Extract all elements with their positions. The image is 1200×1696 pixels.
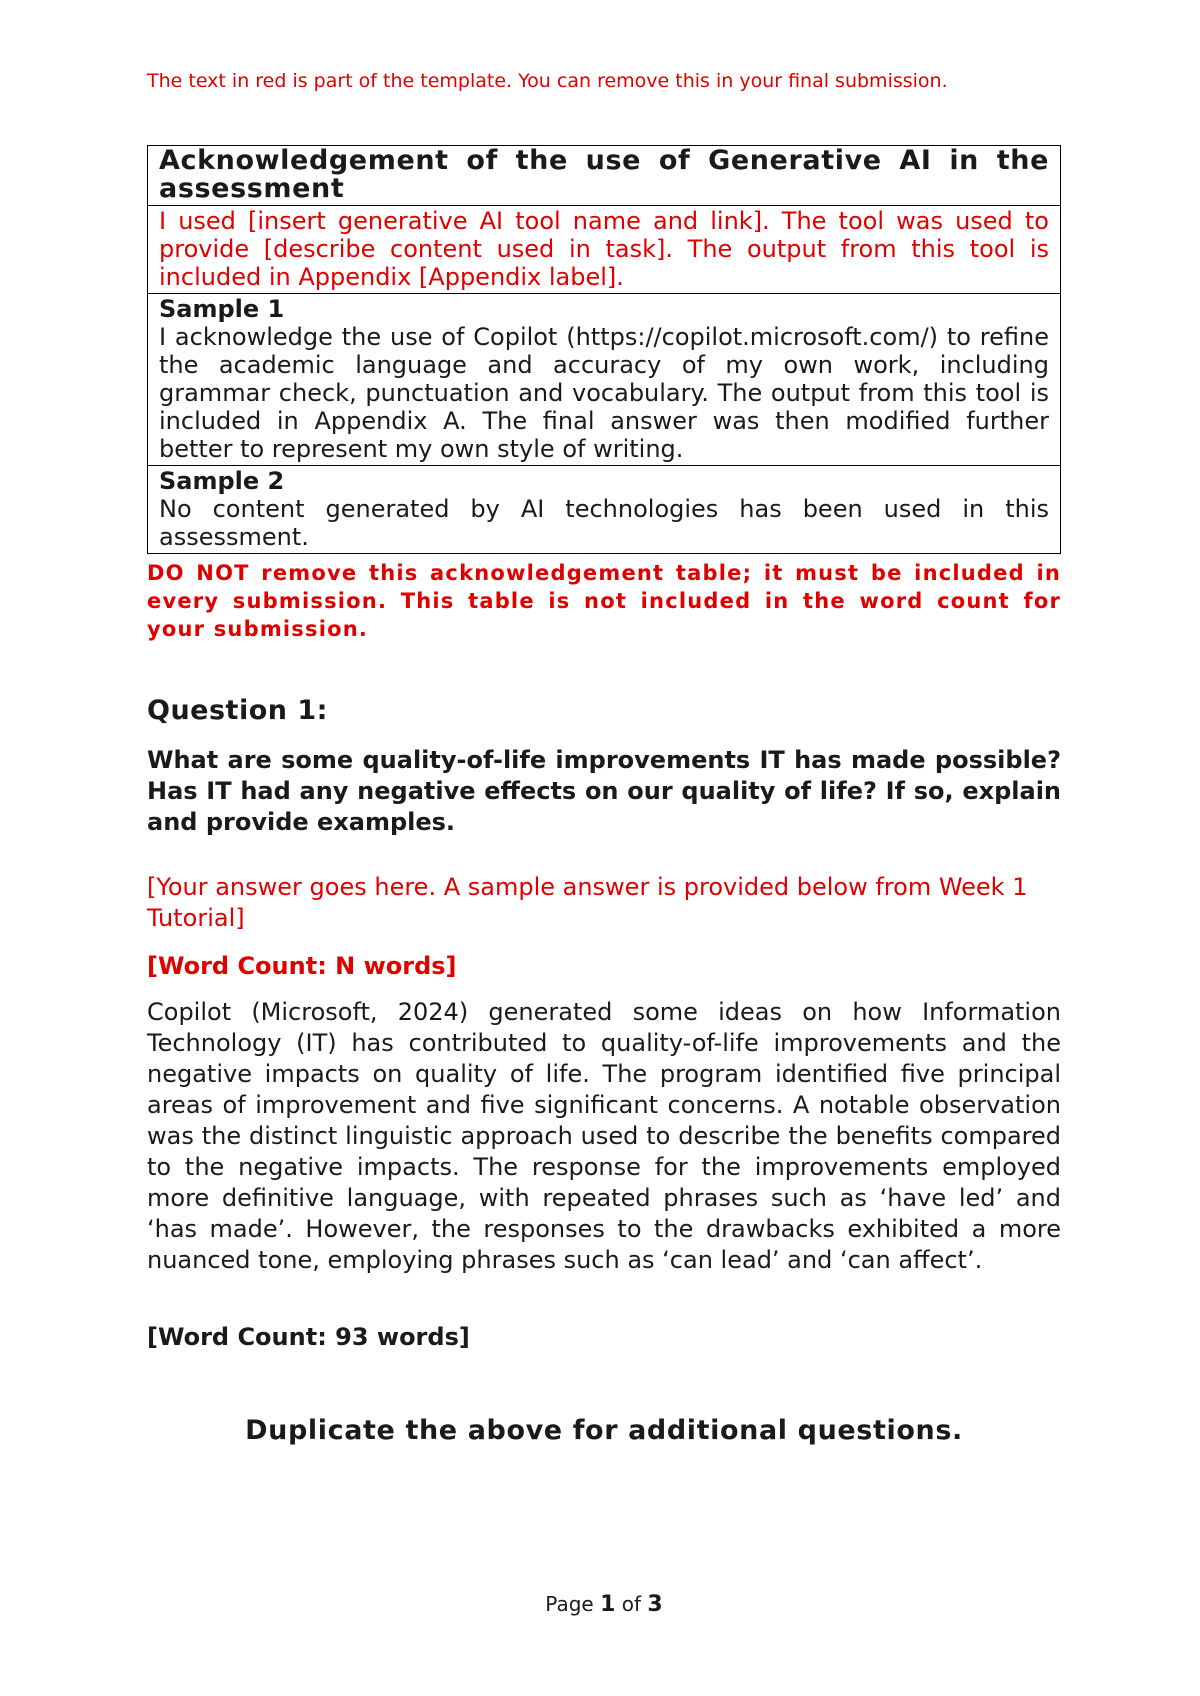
ack-template-row: [148, 206, 1061, 294]
sample2-text: No content generated by AI technologies has been used in this assessment.: [159, 495, 1049, 551]
page-footer: [0, 1592, 1200, 1617]
duplicate-note: Duplicate the above for additional questions.: [245, 1415, 963, 1446]
sample2-label: Sample 2: [159, 467, 285, 495]
ack-sample2-cell: [148, 466, 1061, 554]
ack-sample1-cell: [148, 294, 1061, 466]
answer-placeholder: [Your answer goes here. A sample answer is provided below from Week 1 Tutorial]: [147, 873, 1028, 932]
page-word: Page: [545, 1592, 594, 1616]
question-text: What are some quality-of-life improvements IT has made possible? Has IT had any negative effects on our quality of life? If so, explain and provide examples.: [147, 746, 1061, 836]
ack-table-title: Acknowledgement of the use of Generative AI in the assessment: [148, 146, 1061, 206]
table-warning: DO NOT remove this acknowledgement table; it must be included in every submission. This table is not included in the word count for your submission.: [147, 561, 1061, 641]
ack-sample2-row: [148, 466, 1061, 554]
template-note: The text in red is part of the template. You can remove this in your final submission.: [147, 70, 948, 92]
of-word: of: [621, 1592, 642, 1616]
sample1-text: I acknowledge the use of Copilot (https://copilot.microsoft.com/) to refine the academic language and accuracy of my own work, including grammar check, punctuation and vocabulary. The output from this tool is included in Appendix A. The final answer was then modified further better to represent my own style of writing.: [159, 323, 1049, 463]
sample-answer: Copilot (Microsoft, 2024) generated some ideas on how Information Technology (IT) has contributed to quality-of-life improvements and the negative impacts on quality of life. The program identified five principal areas of improvement and five significant concerns. A notable observation was the distinct linguistic approach used to describe the benefits compared to the negative impacts. The response for the improvements employed more definitive language, with repeated phrases such as ‘have led’ and ‘has made’. However, the responses to the drawbacks exhibited a more nuanced tone, employing phrases such as ‘can lead’ and ‘can affect’.: [147, 998, 1061, 1274]
page-current: 1: [600, 1592, 616, 1617]
page-total: 3: [647, 1592, 663, 1617]
ack-title-row: [148, 146, 1061, 206]
question-heading: Question 1:: [147, 695, 328, 726]
ack-sample1-row: [148, 294, 1061, 466]
sample1-label: Sample 1: [159, 295, 285, 323]
word-count-placeholder: [Word Count: N words]: [147, 952, 457, 980]
ai-acknowledgement-table: [147, 145, 1061, 554]
word-count-final: [Word Count: 93 words]: [147, 1323, 470, 1351]
ack-template-text: I used [insert generative AI tool name and link]. The tool was used to provide [describe content used in task]. The output from this tool is included in Appendix [Appendix label].: [148, 206, 1061, 294]
